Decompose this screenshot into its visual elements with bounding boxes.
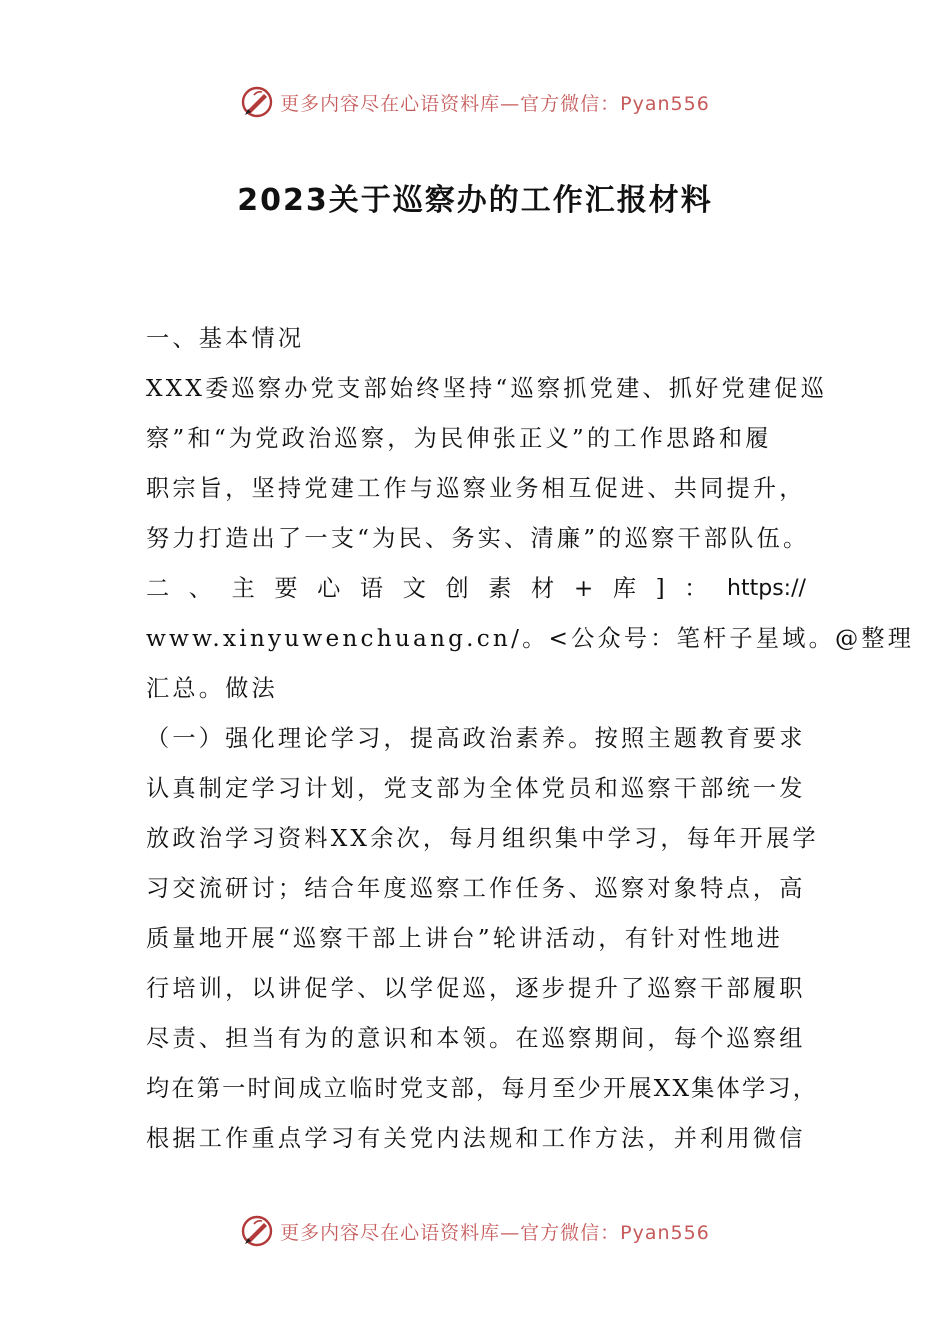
heading-char: 主: [231, 575, 255, 602]
paragraph-line: 放政治学习资料XX余次，每月组织集中学习，每年开展学: [146, 825, 819, 852]
heading-char: 心: [317, 575, 341, 602]
watermark-header: [0, 82, 950, 122]
paragraph-line: 察”和“为党政治巡察，为民伸张正义”的工作思路和履: [146, 425, 772, 452]
paragraph-line: 质量地开展“巡察干部上讲台”轮讲活动，有针对性地进: [146, 925, 784, 952]
paragraph-line: 尽责、担当有为的意识和本领。在巡察期间，每个巡察组: [146, 1025, 806, 1052]
section-heading-wide: [146, 564, 806, 614]
paragraph-line: 行培训，以讲促学、以学促巡，逐步提升了巡察干部履职: [146, 975, 806, 1002]
watermark-text: 更多内容尽在心语资料库—官方微信：Pyan556: [280, 92, 710, 115]
heading-char: ]: [655, 575, 665, 602]
heading-char: 语: [359, 575, 384, 602]
heading-char: 要: [274, 575, 298, 602]
heading-char: 创: [445, 575, 469, 602]
heading-char: 文: [402, 575, 426, 602]
paragraph-line: XXX委巡察办党支部始终坚持“巡察抓党建、抓好党建促巡: [146, 375, 828, 402]
paragraph-line: （一）强化理论学习，提高政治素养。按照主题教育要求: [146, 725, 806, 752]
paragraph-line: 职宗旨，坚持党建工作与巡察业务相互促进、共同提升，: [146, 475, 806, 502]
paragraph-line: www.xinyuwenchuang.cn/。<公众号：笔杆子星域。@整理: [146, 625, 915, 652]
heading-char: 库: [612, 575, 637, 602]
watermark-footer: [0, 1211, 950, 1251]
paragraph-line: 汇总。做法: [146, 675, 278, 702]
watermark-text: 更多内容尽在心语资料库—官方微信：Pyan556: [280, 1221, 710, 1244]
paragraph-line: 努力打造出了一支“为民、务实、清廉”的巡察干部队伍。: [146, 525, 810, 552]
heading-char: 素: [488, 575, 512, 602]
heading-char: ：: [684, 575, 708, 602]
heading-char: 二: [146, 575, 170, 602]
document-title: 2023关于巡察办的工作汇报材料: [237, 183, 713, 218]
url-text: https://: [727, 576, 806, 601]
pen-circle-icon: [240, 1214, 274, 1248]
document-body: [146, 314, 915, 1164]
paragraph-line: 习交流研讨；结合年度巡察工作任务、巡察对象特点，高: [146, 875, 806, 902]
paragraph-line: 根据工作重点学习有关党内法规和工作方法，并利用微信: [146, 1125, 806, 1152]
pen-circle-icon: [240, 85, 274, 119]
heading-char: +: [573, 575, 594, 602]
section-heading: 一、基本情况: [146, 325, 305, 352]
heading-char: 、: [188, 575, 212, 602]
heading-char: 材: [531, 575, 555, 602]
paragraph-line: 认真制定学习计划，党支部为全体党员和巡察干部统一发: [146, 775, 806, 802]
paragraph-line: 均在第一时间成立临时党支部，每月至少开展XX集体学习，: [146, 1075, 819, 1102]
